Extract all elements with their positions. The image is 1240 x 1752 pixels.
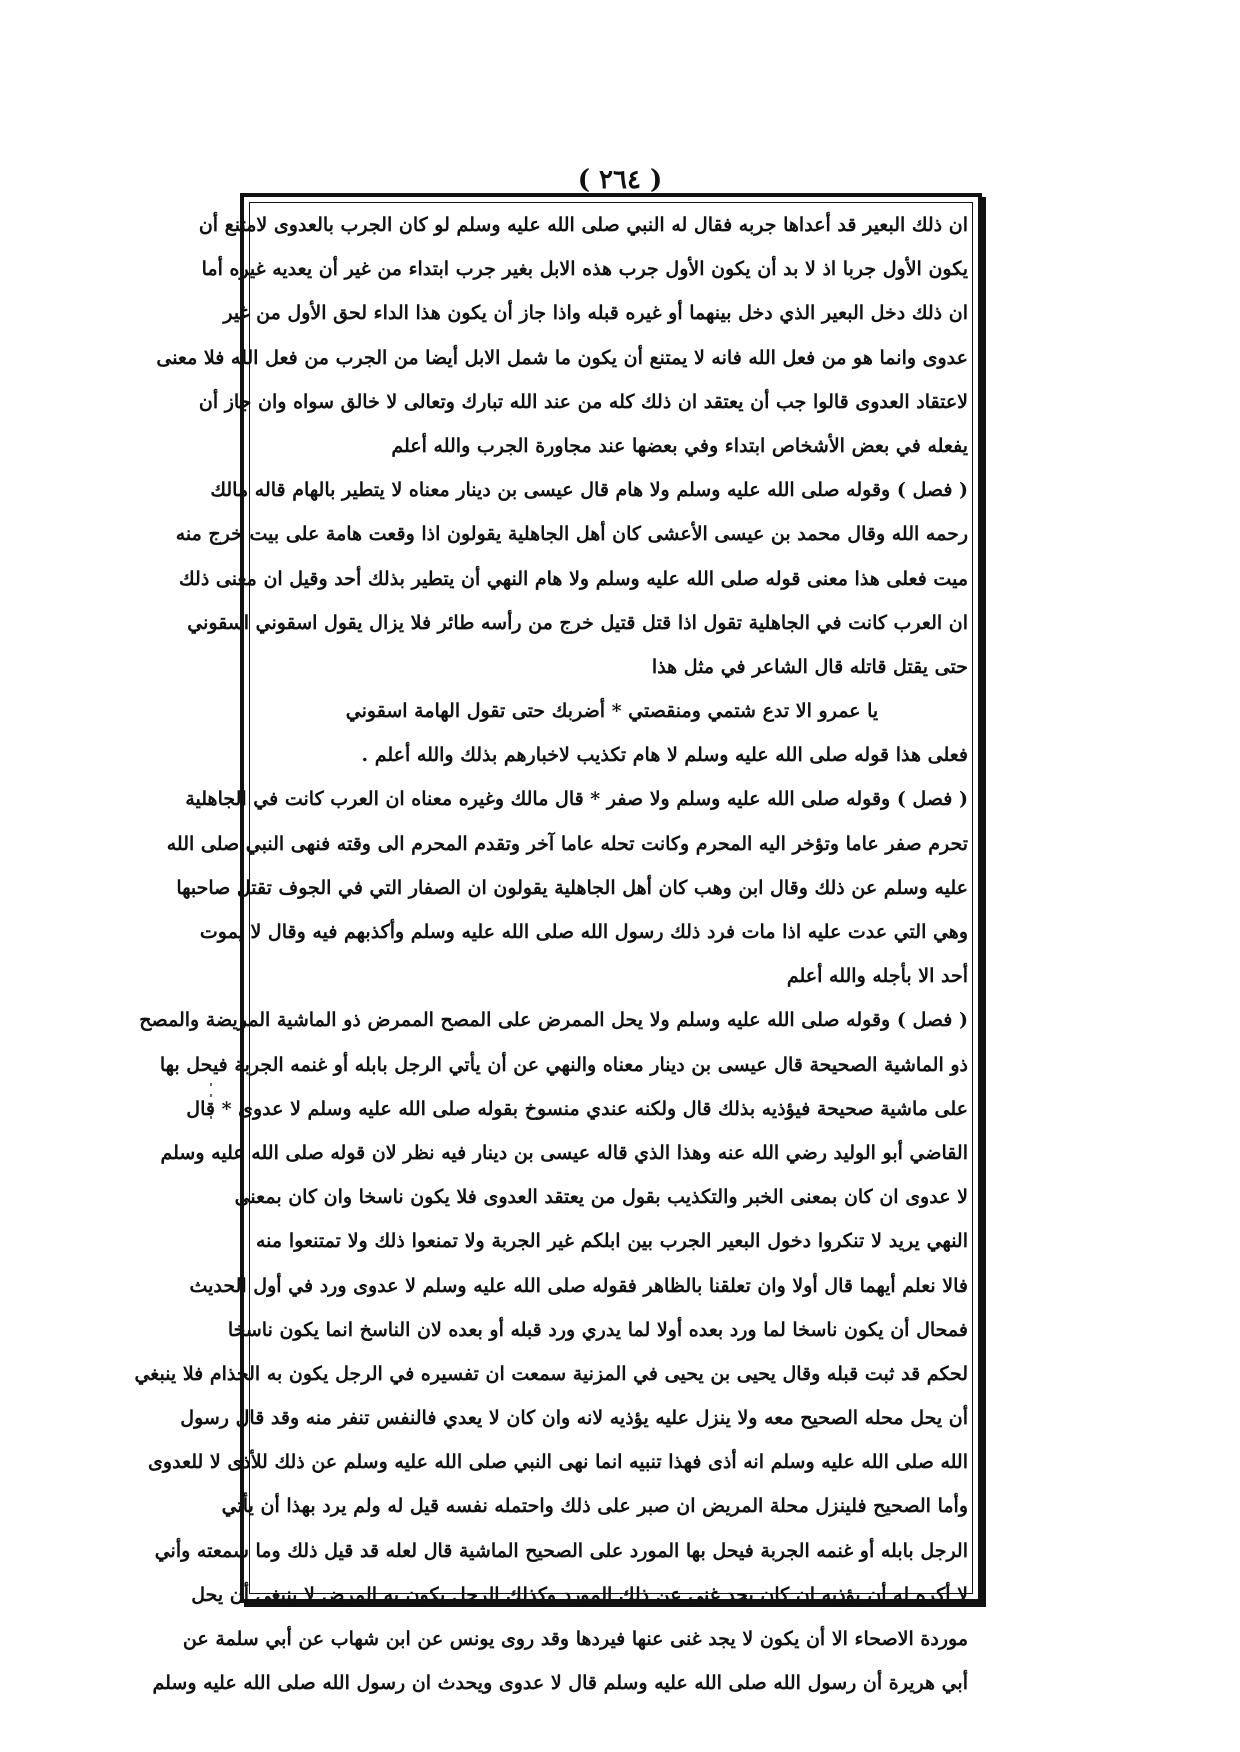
text-line: رحمه الله وقال محمد بن عيسى الأعشى كان أهل الجاهلية يقولون اذا وقعت هامة على بيت خرج منه — [175, 523, 968, 546]
text-line: لاعتقاد العدوى قالوا جب أن يعتقد ان ذلك كله من عند الله تبارك وتعالى لا خالق سواه وان جاز أن — [198, 390, 968, 413]
text-line: الله صلى الله عليه وسلم انه أذى فهذا تنبيه انما نهى النبي صلى الله عليه وسلم عن ذلك للأذى لا للعدوى — [148, 1451, 968, 1474]
page-number: ( ٢٦٤ ) — [577, 165, 663, 195]
text-line: ان ذلك البعير قد أعداها جربه فقال له النبي صلى الله عليه وسلم لو كان الجرب بالعدوى لامتنع أن — [198, 214, 968, 236]
text-line: لا أكره له أن يؤذيه ان كان يجد غنى عن ذلك المورد وكذلك الرجل يكون به المرض لا ينبغي أن يحل — [191, 1583, 968, 1606]
text-line: فالا نعلم أيهما قال أولا وان تعلقنا بالظاهر فقوله صلى الله عليه وسلم لا عدوى ورد في أول الحديث — [189, 1274, 968, 1297]
text-line: حتى يقتل قاتله قال الشاعر في مثل هذا — [651, 655, 968, 678]
text-line: القاضي أبو الوليد رضي الله عنه وهذا الذي قاله عيسى بن دينار فيه نظر لان قوله صلى الله عليه وسلم — [160, 1141, 968, 1164]
text-line: أن يحل محله الصحيح معه ولا ينزل عليه يؤذيه لانه وان كان لا يعدي فالنفس تنفر منه وقد قال رسول — [180, 1407, 968, 1430]
poetry-line: يا عمرو الا تدع شتمي ومنقصتي * أضربك حتى تقول الهامة اسقوني — [345, 700, 879, 723]
text-line: يكون الأول جربا اذ لا بد أن يكون الأول جرب هذه الابل بغير جرب ابتداء من غير أن يعديه غيره أما — [201, 258, 968, 281]
text-frame — [134, 193, 982, 1695]
text-body — [134, 203, 968, 1695]
text-line: تحرم صفر عاما وتؤخر اليه المحرم وكانت تحله عاما آخر وتقدم المحرم الى وقته فنهى النبي صلى الله — [166, 832, 968, 855]
text-line: لا عدوى ان كان بمعنى الخبر والتكذيب بقول من يعتقد العدوى فلا يكون ناسخا وان كان بمعنى — [234, 1186, 968, 1209]
text-line: فعلى هذا قوله صلى الله عليه وسلم لا هام تكذيب لاخبارهم بذلك والله أعلم . — [361, 744, 968, 767]
text-line: موردة الاصحاء الا أن يكون لا يجد غنى عنها فيردها وقد روى يونس عن ابن شهاب عن أبي سلمة عن — [182, 1628, 968, 1650]
text-line: ان ذلك دخل البعير الذي دخل بينهما أو غيره قبله واذا جاز أن يكون هذا الداء لحق الأول من غير — [223, 302, 968, 325]
text-line: وأما الصحيح فلينزل محلة المريض ان صبر على ذلك واحتمله نفسه قيل له ولم يرد بهذا أن يأتي — [221, 1495, 968, 1518]
text-line: ان العرب كانت في الجاهلية تقول اذا قتل قتيل خرج من رأسه طائر فلا يزال يقول اسقوني اسقوني — [187, 611, 968, 634]
text-line: أبي هريرة أن رسول الله صلى الله عليه وسلم قال لا عدوى ويحدث ان رسول الله صلى الله عليه وسلم — [152, 1672, 968, 1695]
text-line: النهي يريد لا تنكروا دخول البعير الجرب بين ابلكم غير الجربة ولا تمنعوا ذلك ولا تمتنعوا منه — [256, 1230, 968, 1253]
text-line: عليه وسلم عن ذلك وقال ابن وهب كان أهل الجاهلية يقولون ان الصفار التي في الجوف تقتل صاحبها — [176, 876, 968, 899]
text-line: ( فصل ) وقوله صلى الله عليه وسلم ولا هام قال عيسى بن دينار معناه لا يتطير بالهام قاله مالك — [210, 479, 968, 502]
text-line: وهي التي عدت عليه اذا مات فرد ذلك رسول الله صلى الله عليه وسلم وأكذبهم فيه وقال لا يموت — [199, 921, 968, 943]
text-line: ( فصل ) وقوله صلى الله عليه وسلم ولا صفر * قال مالك وغيره معناه ان العرب كانت في الجاهلية — [185, 788, 968, 811]
text-line: ذو الماشية الصحيحة قال عيسى بن دينار معناه والنهي عن أن يأتي الرجل بابله أو غنمه الجربة فيحل بها — [159, 1053, 968, 1076]
text-line: أحد الا بأجله والله أعلم — [786, 965, 968, 988]
text-line: الرجل بابله أو غنمه الجربة فيحل بها المورد على الصحيح الماشية قال لعله قد قيل ذلك وما سمعته وأني — [154, 1539, 968, 1562]
text-line: فمحال أن يكون ناسخا لما ورد بعده أولا لما يدري ورد قبله أو بعده لان الناسخ انما يكون ناسخا — [227, 1318, 968, 1341]
text-line: ميت فعلى هذا معنى قوله صلى الله عليه وسلم ولا هام النهي أن يتطير بذلك أحد وقيل ان معنى ذلك — [179, 567, 968, 590]
text-line: لحكم قد ثبت قبله وقال يحيى بن يحيى في المزنية سمعت ان تفسيره في الرجل يكون به الجذام فلا ينبغي — [134, 1362, 968, 1385]
text-line: ( فصل ) وقوله صلى الله عليه وسلم ولا يحل الممرض على المصح الممرض ذو الماشية المريضة والمصح — [139, 1009, 968, 1032]
text-line: على ماشية صحيحة فيؤذيه بذلك قال ولكنه عندي منسوخ بقوله صلى الله عليه وسلم لا عدوى * قال — [186, 1097, 968, 1120]
text-line: يفعله في بعض الأشخاص ابتداء وفي بعضها عند مجاورة الجرب والله أعلم — [391, 434, 968, 457]
text-line: عدوى وانما هو من فعل الله فانه لا يمتنع أن يكون ما شمل الابل أيضا من الجرب من فعل الله فلا معنى — [156, 346, 968, 369]
